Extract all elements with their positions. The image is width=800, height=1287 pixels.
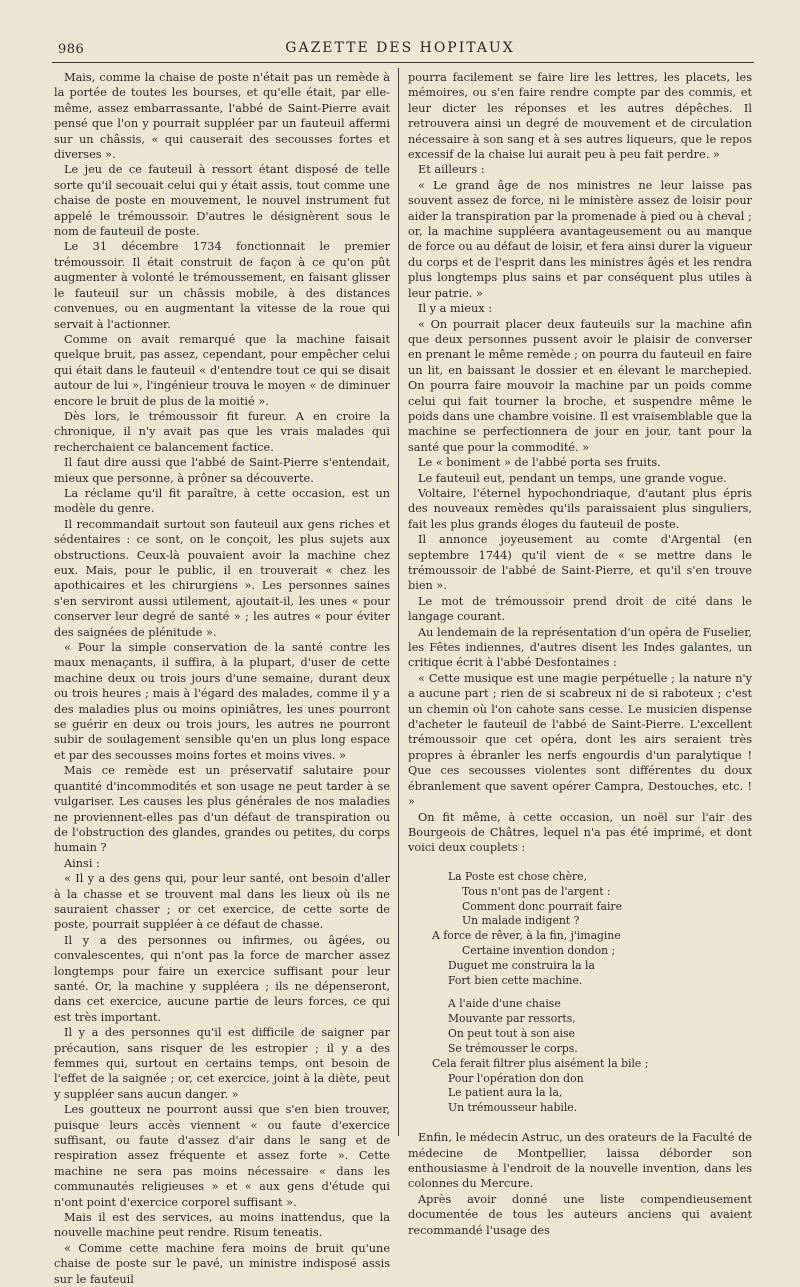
paragraph: « On pourrait placer deux fauteuils sur la machine afin que deux personnes pussent avoir le plaisir de converser en prenant le même remède ; on pourra du fauteuil en faire un lit, en baissant le dossier et en élevant le marchepied. On pourra faire mouvoir la machine par un poids comme celui qui fait tourner la broche, et suspendre même le poids dans une chambre voisine. Il est vraisemblable que la machine se perfectionnera de jour en jour, tant pour la santé que pour la commodité. » <box>408 317 752 454</box>
poem-line: Duguet me construira la la <box>448 959 595 973</box>
column-divider <box>398 68 399 1136</box>
poem-line: Un trémousseur habile. <box>448 1101 578 1115</box>
paragraph: Enfin, le médecin Astruc, un des orateurs de la Faculté de médecine de Montpellier, laissa déborder son enthousiasme à l'endroit de la nouvelle invention, dans les colonnes du Mercure. <box>408 1131 752 1191</box>
poem-line: Mouvante par ressorts, <box>448 1011 576 1025</box>
paragraph: Après avoir donné une liste compendieusement documentée de tous les auteurs anciens qui avaient recommandé l'usage des <box>408 1192 752 1237</box>
paragraph: Le 31 décembre 1734 fonctionnait le premier trémoussoir. Il était construit de façon à ce qu'on pût augmenter à volonté le trémoussement, en faisant glisser le fauteuil sur un châssis mobile, à des distances convenues, ou en augmentant la vitesse de la roue qui servait à l'actionner. <box>54 240 390 331</box>
paragraph: Et ailleurs : <box>418 163 485 177</box>
poem-line: Cela ferait filtrer plus aisément la bile ; <box>432 1056 649 1070</box>
paragraph: Le fauteuil eut, pendant un temps, une grande vogue. <box>418 471 727 485</box>
paragraph: Mais, comme la chaise de poste n'était pas un remède à la portée de toutes les bourses, et qu'elle était, par elle-même, assez embarrassante, l'abbé de Saint-Pierre avait pensé que l'on y pourrait suppléer par un fauteuil affermi sur un châssis, « qui causerait des secousses fortes et diverses ». <box>54 71 390 162</box>
poem-line: A force de rêver, à la fin, j'imagine <box>432 929 621 943</box>
paragraph: Mais il est des services, au moins inattendus, que la nouvelle machine peut rendre. Risum teneatis. <box>54 1211 390 1240</box>
paragraph: pourra facilement se faire lire les lettres, les placets, les mémoires, ou s'en faire rendre compte par des commis, et leur dicter les réponses et les autres dépêches. Il retrouvera ainsi un degré de mouvement et de circulation nécessaire à son sang et à ses autres liqueurs, que le repos excessif de la chaise lui aurait peu à peu fait perdre. » <box>408 71 752 162</box>
paragraph: Il y a des personnes ou infirmes, ou âgées, ou convalescentes, qui n'ont pas la force de marcher assez longtemps pour faire un exercice suffisant pour leur santé. Or, la machine y suppléera ; ils ne dépenseront, dans cet exercice, aucune partie de leurs forces, ce qui est très important. <box>54 933 390 1024</box>
poem-line: On peut tout à son aise <box>448 1026 575 1040</box>
poem-line: Pour l'opération don don <box>448 1071 584 1085</box>
paragraph: Au lendemain de la représentation d'un opéra de Fuselier, les Fêtes indiennes, d'autres disent les Indes galantes, un critique écrit à l'abbé Desfontaines : <box>408 625 752 670</box>
paragraph: Le mot de trémoussoir prend droit de cité dans le langage courant. <box>408 594 752 624</box>
paragraph: Il y a mieux : <box>418 302 493 316</box>
poem-line: Certaine invention dondon ; <box>462 944 616 958</box>
paragraph: « Il y a des gens qui, pour leur santé, ont besoin d'aller à la chasse et se trouvent mal dans les lieux où ils ne sauraient chasser ; or cet exercice, de cette sorte de poste, pourrait suppléer à ce défaut de chasse. <box>54 872 390 932</box>
paragraph: On fit même, à cette occasion, un noël sur l'air des Bourgeois de Châtres, lequel n'a pas été imprimé, et dont voici deux couplets : <box>408 810 752 855</box>
noel-poem <box>432 869 752 1117</box>
paragraph: La réclame qu'il fit paraître, à cette occasion, est un modèle du genre. <box>54 486 390 516</box>
paragraph: Le « boniment » de l'abbé porta ses fruits. <box>418 456 661 470</box>
paragraph: Il faut dire aussi que l'abbé de Saint-Pierre s'entendait, mieux que personne, à prôner sa découverte. <box>54 456 390 485</box>
poem-line: La Poste est chose chère, <box>448 869 588 883</box>
poem-line: Le patient aura la la, <box>448 1086 563 1100</box>
paragraph: Il annonce joyeusement au comte d'Argental (en septembre 1744) qu'il vient de « se mettre dans le trémoussoir de l'abbé de Saint-Pierre, et qu'il s'en trouve bien ». <box>408 533 752 593</box>
paragraph: Les goutteux ne pourront aussi que s'en bien trouver, puisque leurs accès viennent « ou faute d'exercice suffisant, ou faute d'assez d'air dans le sang et de respiration assez fréquente et assez forte ». Cette machine ne sera pas moins nécessaire « dans les communautés religieuses » et « aux gens d'étude qui n'ont point d'exercice corporel suffisant ». <box>54 1103 390 1209</box>
paragraph: « Pour la simple conservation de la santé contre les maux menaçants, il suffira, à la plupart, d'user de cette machine deux ou trois jours d'une semaine, durant deux ou trois heures ; mais à l'égard des malades, comme il y a des maladies plus ou moins opiniâtres, les unes pourront se guérir en deux ou trois jours, les autres ne pourront subir de soulagement sensible qu'en un plus long espace et par des secousses moins fortes et moins vives. » <box>54 641 390 762</box>
poem-line: Un malade indigent ? <box>462 914 580 928</box>
paragraph: Dès lors, le trémoussoir fit fureur. A en croire la chronique, il n'y avait pas que les vrais malades qui recherchaient ce balancement factice. <box>54 409 390 454</box>
paragraph: « Le grand âge de nos ministres ne leur laisse pas souvent assez de force, ni le ministère assez de loisir pour aider la transpiration par la promenade à pied ou à cheval ; or, la machine suppléera avantageusement ou au manque de force ou au défaut de loisir, et fera ainsi durer la vigueur du corps et de l'esprit dans les ministres âgés et les rendra plus longtemps plus sains et par conséquent plus utiles à leur patrie. » <box>408 178 752 300</box>
left-column <box>54 70 390 1287</box>
paragraph: Voltaire, l'éternel hypochondriaque, d'autant plus épris des nouveaux remèdes qu'ils paraissaient plus singuliers, fait les plus grands éloges du fauteuil de poste. <box>408 486 752 531</box>
header-rule <box>52 62 754 63</box>
poem-line: Se trémousser le corps. <box>448 1041 578 1055</box>
right-column <box>408 70 752 1238</box>
paragraph: Il recommandait surtout son fauteuil aux gens riches et sédentaires : ce sont, on le conçoit, les plus sujets aux obstructions. Ceux-là pouvaient avoir la machine chez eux. Mais, pour le public, il en trouverait « chez les apothicaires et les chirurgiens ». Les personnes saines s'en serviront aussi utilement, ajoutait-il, les unes « pour conserver leur degré de santé » ; les autres « pour éviter des saignées de plénitude ». <box>54 517 390 639</box>
poem-line: A l'aide d'une chaise <box>448 996 561 1010</box>
page-number: 986 <box>58 42 85 57</box>
paragraph: Mais ce remède est un préservatif salutaire pour quantité d'incommodités et son usage ne peut tarder à se vulgariser. Les causes les plus générales de nos maladies ne proviennent-elles pas d'un défaut de transpiration ou de l'obstruction des glandes, grandes ou petites, du corps humain ? <box>54 764 390 855</box>
paragraph: Ainsi : <box>64 856 100 870</box>
poem-line: Fort bien cette machine. <box>448 974 583 988</box>
poem-line: Tous n'ont pas de l'argent : <box>462 884 611 898</box>
journal-title: GAZETTE DES HOPITAUX <box>285 40 515 56</box>
paragraph: « Cette musique est une magie perpétuelle ; la nature n'y a aucune part ; rien de si scabreux ni de si raboteux ; c'est un chemin où l'on cahote sans cesse. Le musicien dispense d'acheter le fauteuil de l'abbé de Saint-Pierre. L'excellent trémoussoir que cet opéra, dont les airs seraient très propres à ébranler les nerfs engourdis d'un paralytique ! Que ces secousses violentes sont différentes du doux ébranlement que savent opérer Campra, Destouches, etc. ! » <box>408 671 752 809</box>
paragraph: Comme on avait remarqué que la machine faisait quelque bruit, pas assez, cependant, pour empêcher celui qui était dans le fauteuil « d'entendre tout ce qui se disait autour de lui », l'ingénieur trouva le moyen « de diminuer encore le bruit de plus de la moitié ». <box>54 332 390 408</box>
stanza-break <box>448 989 752 997</box>
paragraph: « Comme cette machine fera moins de bruit qu'une chaise de poste sur le pavé, un ministre indisposé assis sur le fauteuil <box>54 1241 390 1286</box>
paragraph: Il y a des personnes qu'il est difficile de saigner par précaution, sans risquer de les estropier ; il y a des femmes qui, surtout en certains temps, ont besoin de l'effet de la saignée ; or, cet exercice, joint à la diète, peut y suppléer sans aucun danger. » <box>54 1026 390 1101</box>
poem-line: Comment donc pourrait faire <box>462 899 622 913</box>
paragraph: Le jeu de ce fauteuil à ressort étant disposé de telle sorte qu'il secouait celui qui y était assis, tout comme une chaise de poste en mouvement, le nouvel instrument fut appelé le trémoussoir. D'autres le désignèrent sous le nom de fauteuil de poste. <box>54 163 390 239</box>
